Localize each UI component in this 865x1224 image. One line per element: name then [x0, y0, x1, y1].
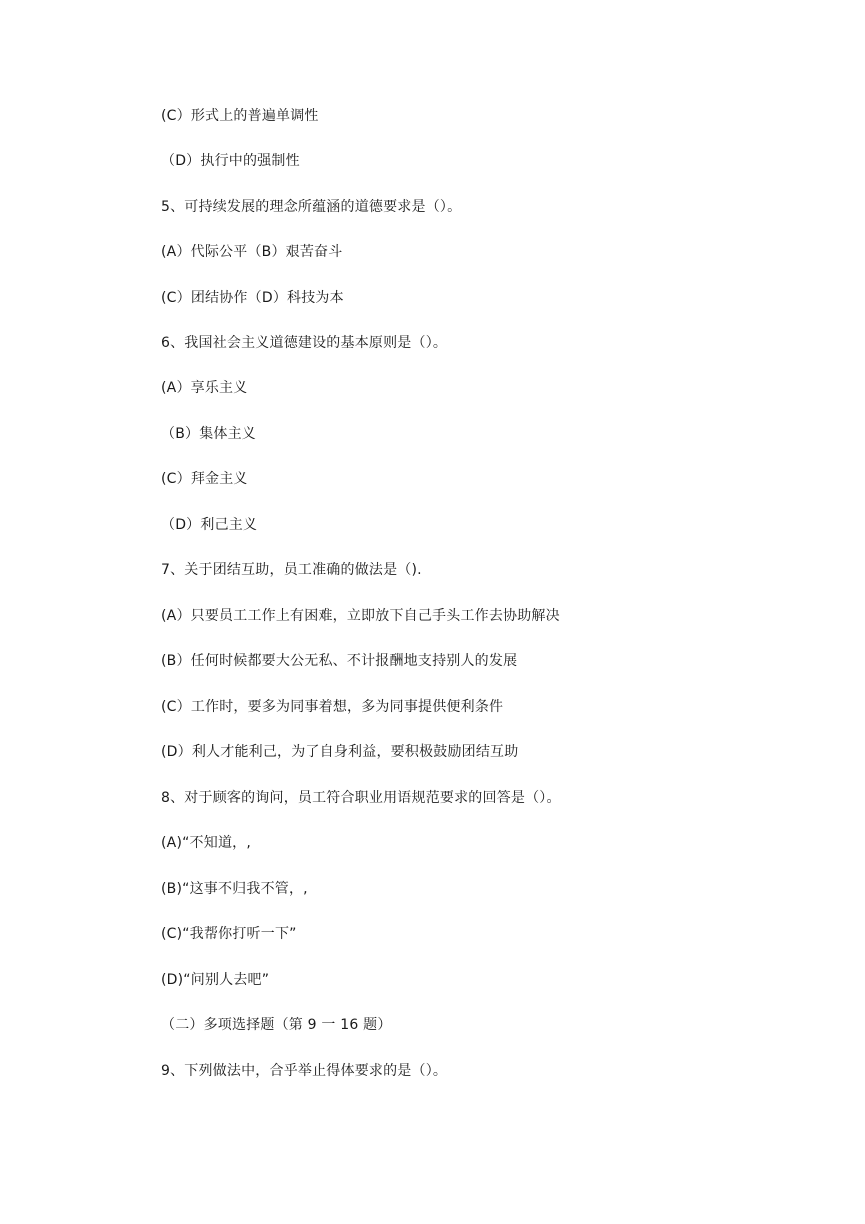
question-7-option-c: (C）工作时，要多为同事着想，多为同事提供便利条件 [161, 699, 504, 715]
question-7-option-a: (A）只要员工工作上有困难，立即放下自己手头工作去协助解决 [161, 608, 560, 624]
question-8-option-b: (B)“这事不归我不管，, [161, 881, 308, 897]
question-5: 5、可持续发展的理念所蕴涵的道德要求是（）。 [161, 199, 462, 215]
question-7: 7、关于团结互助，员工准确的做法是（). [161, 562, 422, 578]
question-6: 6、我国社会主义道德建设的基本原则是（）。 [161, 335, 448, 351]
section-heading-multiple-choice: （二）多项选择题（第 9 一 16 题） [161, 1017, 392, 1033]
question-6-option-d: （D）利己主义 [161, 517, 258, 533]
question-5-options-ab: (A）代际公平（B）艰苦奋斗 [161, 244, 343, 260]
question-8: 8、对于顾客的询问，员工符合职业用语规范要求的回答是（）。 [161, 790, 561, 806]
question-8-option-c: (C)“我帮你打听一下” [161, 926, 297, 942]
question-8-option-a: (A)“不知道，, [161, 835, 252, 851]
question-9: 9、下列做法中，合乎举止得体要求的是（）。 [161, 1063, 448, 1079]
question-8-option-d: (D)“问别人去吧” [161, 972, 270, 988]
question-6-option-c: (C）拜金主义 [161, 471, 248, 487]
question-7-option-b: (B）任何时候都要大公无私、不计报酬地支持别人的发展 [161, 653, 518, 669]
question-7-option-d: (D）利人才能利己，为了自身利益，要积极鼓励团结互助 [161, 744, 519, 760]
option-c-form-uniformity: (C）形式上的普遍单调性 [161, 108, 319, 124]
question-6-option-b: （B）集体主义 [161, 426, 257, 442]
question-5-options-cd: (C）团结协作（D）科技为本 [161, 290, 344, 306]
option-d-enforcement: （D）执行中的强制性 [161, 153, 300, 169]
question-6-option-a: (A）享乐主义 [161, 380, 248, 396]
